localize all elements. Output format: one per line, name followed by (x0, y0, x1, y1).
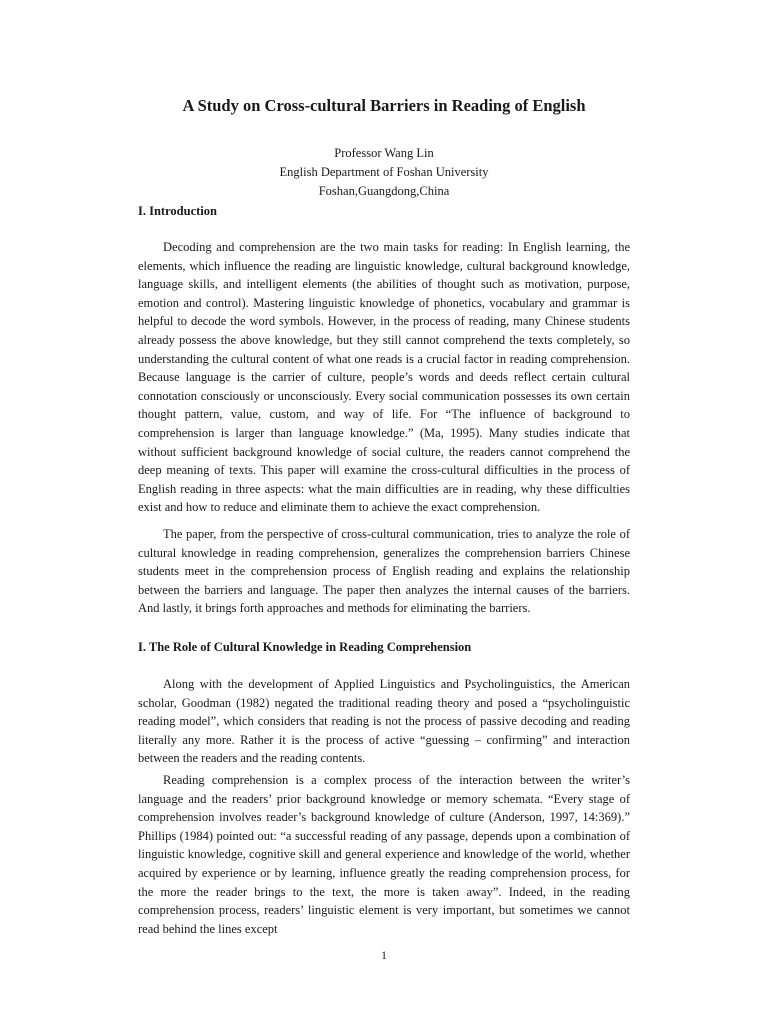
paragraph: Along with the development of Applied Linguistics and Psycholinguistics, the American scholar, Goodman (1982) negated the traditional reading theory and posed a “psycholinguistic reading model”, which considers that reading is not the process of passive decoding and reading literally any more. Rather it is the process of active “guessing – confirming” and interaction between the readers and the reading contents. (138, 677, 630, 766)
author-location: Foshan,Guangdong,China (318, 184, 450, 198)
paragraph: Reading comprehension is a complex process of the interaction between the writer’s language and the readers’ prior background knowledge or memory schemata. “Every stage of comprehension involves reader’s background knowledge of culture (Anderson, 1997, 14:369).” Phillips (1984) pointed out: “a successful reading of any passage, depends upon a combination of linguistic knowledge, cognitive skill and general experience and knowledge of the world, whether acquired by experience or by learning, influence greatly the reading comprehension process, for the more the reader brings to the text, the more is taken away”. Indeed, in the reading comprehension process, readers’ linguistic element is very important, but sometimes we cannot read behind the lines except (138, 773, 630, 936)
paragraph: The paper, from the perspective of cross-cultural communication, tries to analyze the role of cultural knowledge in reading comprehension, generalizes the comprehension barriers Chinese students meet in the comprehension process of English reading and explains the relationship between the barriers and language. The paper then analyzes the internal causes of the barriers. And lastly, it brings forth approaches and methods for eliminating the barriers. (138, 527, 630, 616)
section-heading-introduction: I. Introduction (138, 204, 217, 218)
paragraph: Decoding and comprehension are the two main tasks for reading: In English learning, the elements, which influence the reading are linguistic knowledge, cultural background knowledge, language skills, and intelligent elements (the abilities of thought such as motivation, purpose, emotion and control). Mastering linguistic knowledge of phonetics, vocabulary and grammar is helpful to decode the word symbols. However, in the process of reading, many Chinese students already possess the above knowledge, but they still cannot comprehend the texts completely, so understanding the cultural content of what one reads is a crucial factor in reading comprehension. Because language is the carrier of culture, people’s words and deeds reflect certain cultural connotation consciously or unconsciously. Every social communication possesses its own certain thought pattern, value, custom, and way of life. For “The influence of background to comprehension is larger than language knowledge.” (Ma, 1995). Many studies indicate that without sufficient background knowledge of social culture, the readers cannot comprehend the deep meaning of texts. This paper will examine the cross-cultural difficulties in the process of English reading in three aspects: what the main difficulties are in reading, why these difficulties exist and how to reduce and eliminate them to achieve the exact comprehension. (138, 240, 630, 515)
author-department: English Department of Foshan University (279, 165, 489, 179)
author-name: Professor Wang Lin (334, 146, 434, 160)
page-number: 1 (381, 950, 387, 962)
paper-title: A Study on Cross-cultural Barriers in Reading of English (182, 96, 586, 115)
section-heading-role-of-cultural-knowledge: I. The Role of Cultural Knowledge in Reading Comprehension (138, 640, 472, 654)
